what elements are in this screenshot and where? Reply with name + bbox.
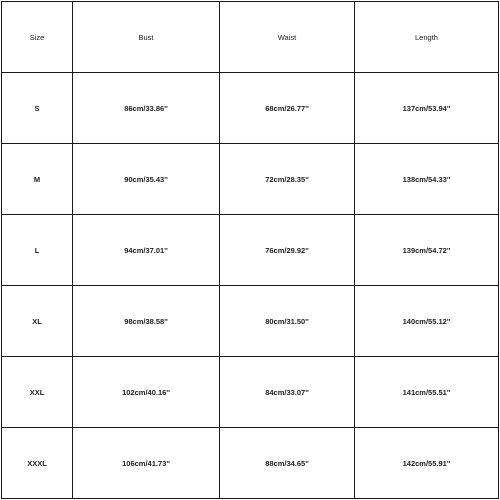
length-cell: 138cm/54.33'' xyxy=(355,144,499,215)
table-row xyxy=(2,73,499,144)
length-cell: 142cm/55.91'' xyxy=(355,428,499,499)
header-row xyxy=(2,2,499,73)
bust-cell: 98cm/38.58'' xyxy=(73,286,220,357)
size-cell: XXXL xyxy=(2,428,73,499)
table-row xyxy=(2,357,499,428)
waist-cell: 68cm/26.77'' xyxy=(220,73,355,144)
size-cell: L xyxy=(2,215,73,286)
waist-cell: 76cm/29.92'' xyxy=(220,215,355,286)
bust-cell: 86cm/33.86'' xyxy=(73,73,220,144)
bust-cell: 90cm/35.43'' xyxy=(73,144,220,215)
bust-cell: 106cm/41.73'' xyxy=(73,428,220,499)
header-length: Length xyxy=(355,2,499,73)
waist-cell: 72cm/28.35'' xyxy=(220,144,355,215)
size-cell: S xyxy=(2,73,73,144)
waist-cell: 88cm/34.65'' xyxy=(220,428,355,499)
header-bust: Bust xyxy=(73,2,220,73)
waist-cell: 84cm/33.07'' xyxy=(220,357,355,428)
table-row xyxy=(2,428,499,499)
size-cell: XXL xyxy=(2,357,73,428)
table-row xyxy=(2,215,499,286)
header-waist: Waist xyxy=(220,2,355,73)
bust-cell: 102cm/40.16'' xyxy=(73,357,220,428)
size-cell: M xyxy=(2,144,73,215)
size-chart-table xyxy=(1,1,499,499)
length-cell: 139cm/54.72'' xyxy=(355,215,499,286)
bust-cell: 94cm/37.01'' xyxy=(73,215,220,286)
length-cell: 141cm/55.51'' xyxy=(355,357,499,428)
table-row xyxy=(2,144,499,215)
header-size: Size xyxy=(2,2,73,73)
waist-cell: 80cm/31.50'' xyxy=(220,286,355,357)
length-cell: 137cm/53.94'' xyxy=(355,73,499,144)
table-row xyxy=(2,286,499,357)
size-cell: XL xyxy=(2,286,73,357)
length-cell: 140cm/55.12'' xyxy=(355,286,499,357)
